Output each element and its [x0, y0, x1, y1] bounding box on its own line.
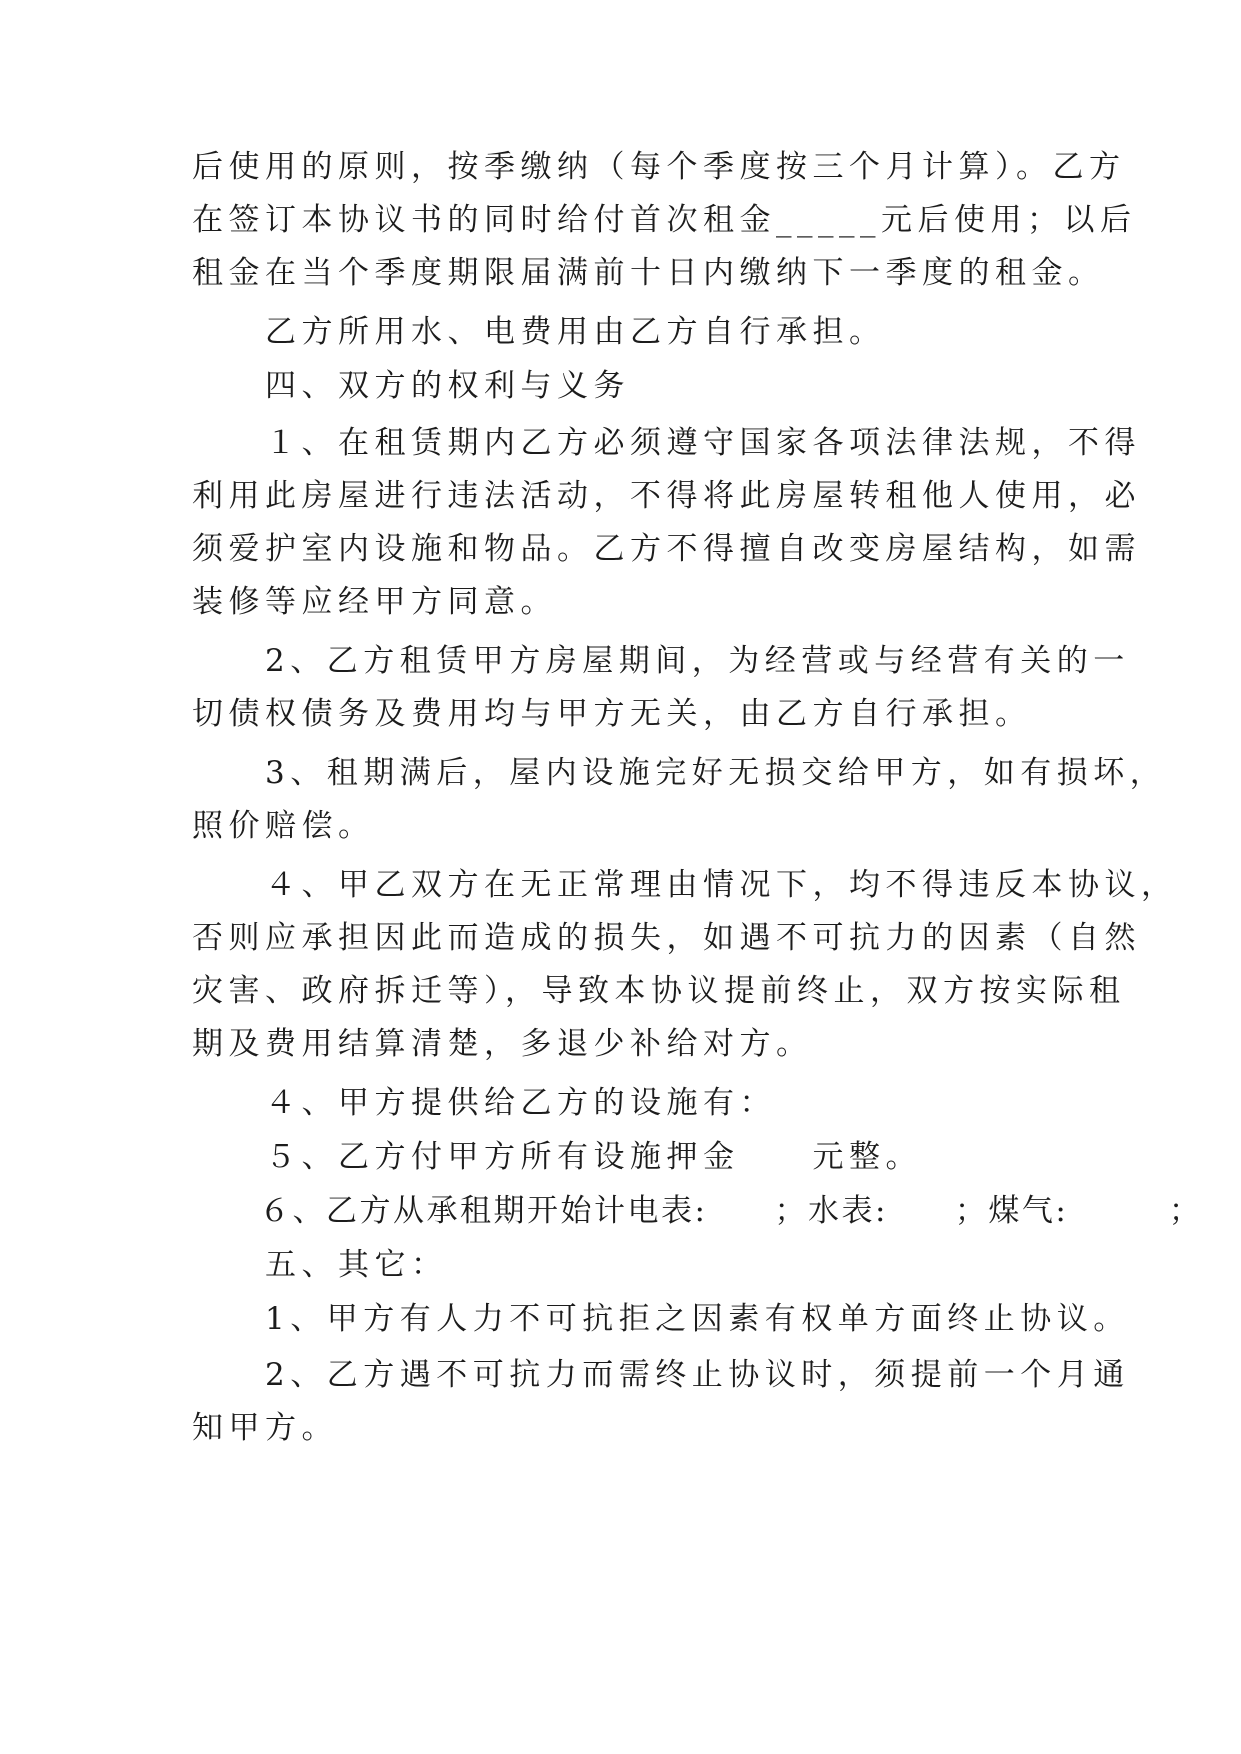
paragraph-line: ４、甲乙双方在无正常理由情况下，均不得违反本协议，: [192, 867, 1178, 903]
paragraph-line: 装修等应经甲方同意。: [192, 584, 557, 620]
paragraph-line: 照价赔偿。: [192, 808, 375, 844]
section-heading: 五、其它：: [192, 1247, 448, 1283]
paragraph-line: 2、乙方遇不可抗力而需终止协议时，须提前一个月通: [192, 1357, 1130, 1393]
paragraph-line: 知甲方。: [192, 1410, 338, 1446]
paragraph-line: 在签订本协议书的同时给付首次租金_____元后使用；以后: [192, 202, 1137, 238]
section-heading: 四、双方的权利与义务: [192, 368, 630, 404]
paragraph-line: 2、乙方租赁甲方房屋期间，为经营或与经营有关的一: [192, 643, 1130, 679]
paragraph-line: 期及费用结算清楚，多退少补给对方。: [192, 1026, 813, 1062]
paragraph-line: 灾害、政府拆迁等），导致本协议提前终止，双方按实际租: [192, 973, 1126, 1009]
paragraph-line: 切债权债务及费用均与甲方无关，由乙方自行承担。: [192, 696, 1032, 732]
paragraph-line: 利用此房屋进行违法活动，不得将此房屋转租他人使用，必: [192, 478, 1141, 514]
paragraph-line: ５、乙方付甲方所有设施押金 元整。: [192, 1139, 922, 1175]
paragraph-line: 乙方所用水、电费用由乙方自行承担。: [192, 314, 886, 350]
paragraph-line: 租金在当个季度期限届满前十日内缴纳下一季度的租金。: [192, 255, 1105, 291]
paragraph-line: ４、甲方提供给乙方的设施有：: [192, 1085, 776, 1121]
paragraph-line: 后使用的原则，按季缴纳（每个季度按三个月计算）。乙方: [192, 149, 1126, 185]
paragraph-line: ６、乙方从承租期开始计电表: ；水表: ；煤气: ；: [192, 1193, 1203, 1229]
paragraph-line: 3、租期满后，屋内设施完好无损交给甲方，如有损坏，: [192, 755, 1167, 791]
paragraph-line: 否则应承担因此而造成的损失，如遇不可抗力的因素（自然: [192, 920, 1141, 956]
paragraph-line: 1、甲方有人力不可抗拒之因素有权单方面终止协议。: [192, 1301, 1130, 1337]
paragraph-line: 须爱护室内设施和物品。乙方不得擅自改变房屋结构，如需: [192, 531, 1141, 567]
paragraph-line: １、在租赁期内乙方必须遵守国家各项法律法规，不得: [192, 425, 1141, 461]
